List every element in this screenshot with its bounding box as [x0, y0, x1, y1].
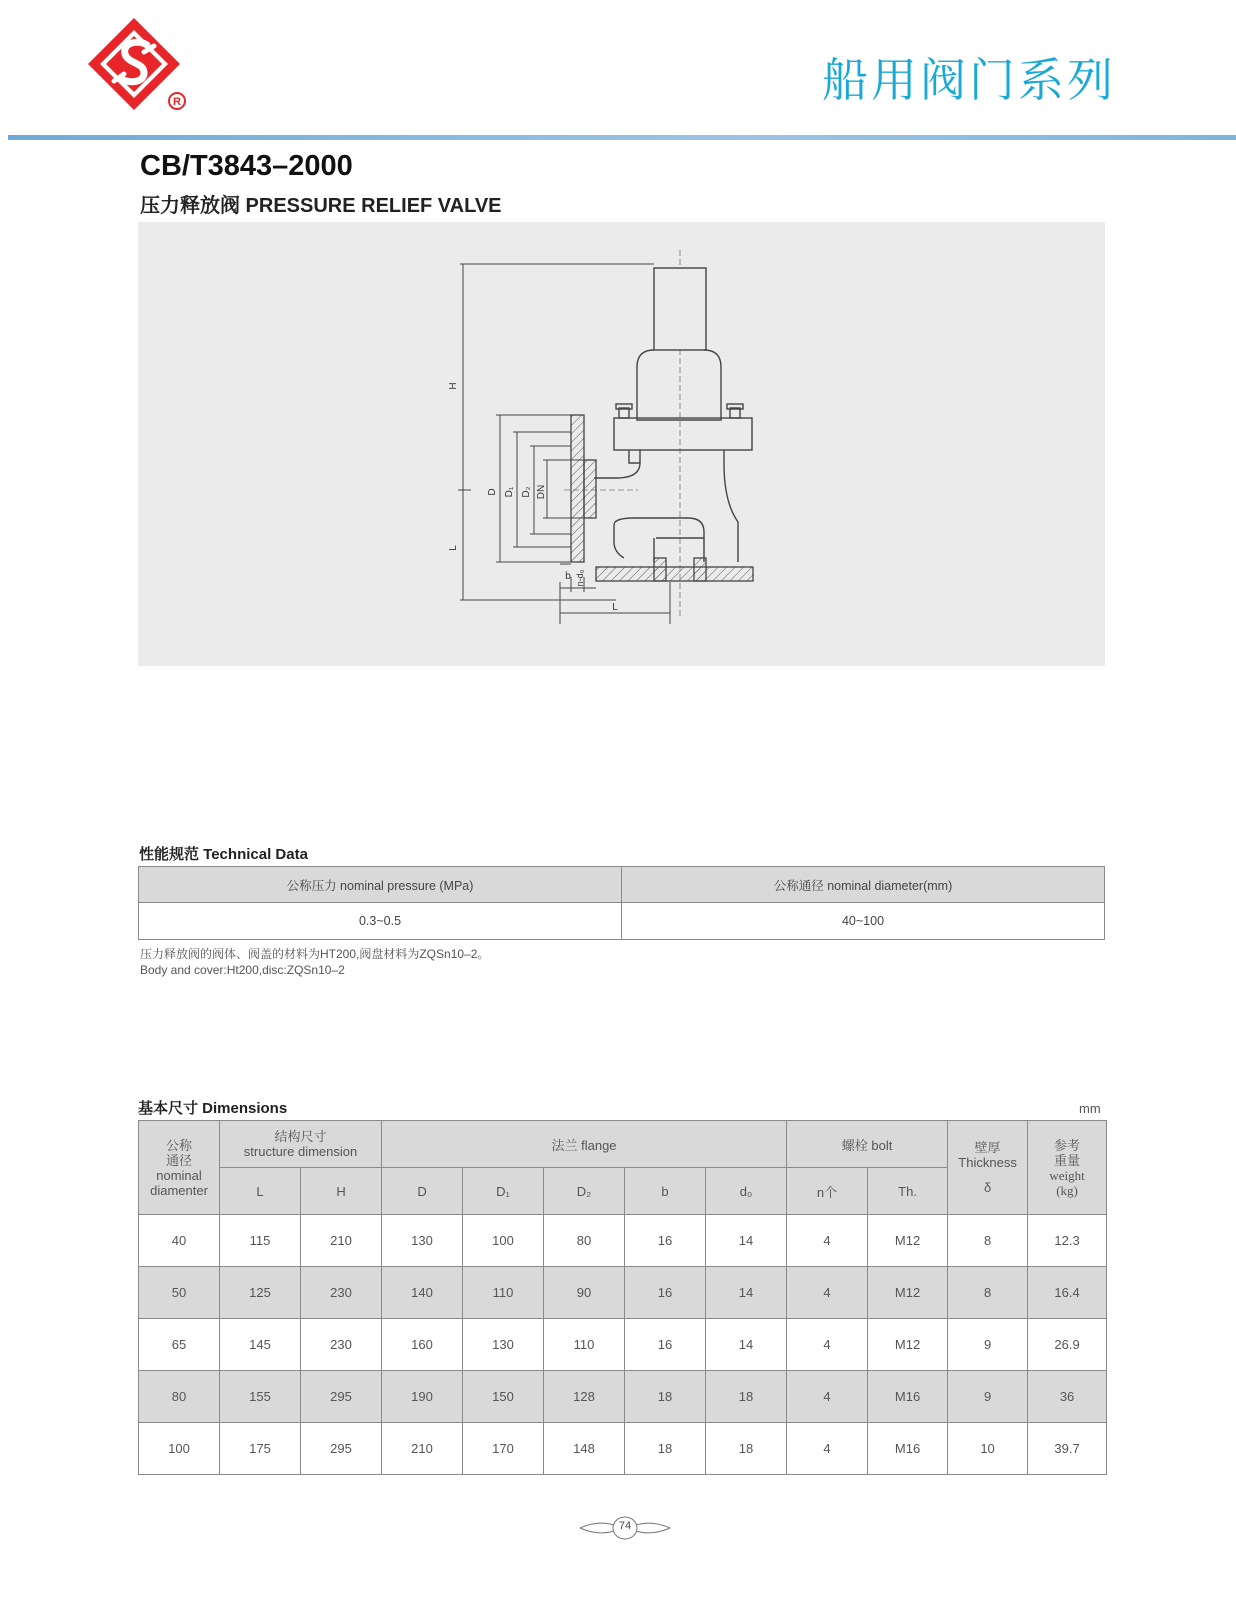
table-cell: 18	[625, 1371, 706, 1423]
table-cell: M16	[868, 1423, 948, 1475]
table-cell: 14	[706, 1267, 787, 1319]
header-nominal-pressure: 公称压力 nominal pressure (MPa)	[139, 867, 622, 903]
table-cell: 100	[463, 1215, 544, 1267]
header-weight-en: weight	[1049, 1167, 1085, 1183]
technical-data-title: 性能规范 Technical Data	[139, 846, 308, 863]
table-cell: 36	[1028, 1371, 1107, 1423]
table-cell: 100	[139, 1423, 220, 1475]
subheader-D1: D₁	[463, 1168, 544, 1215]
table-cell: 125	[220, 1267, 301, 1319]
page-number: 74	[618, 1520, 632, 1532]
header-thickness-symbol: δ	[983, 1180, 992, 1195]
table-cell: 90	[544, 1267, 625, 1319]
table-cell: 16.4	[1028, 1267, 1107, 1319]
material-note	[140, 946, 489, 978]
table-cell: M12	[868, 1215, 948, 1267]
header-weight-cn: 参考 重量	[1054, 1137, 1081, 1168]
table-cell: 4	[787, 1423, 868, 1475]
header-weight-unit: (kg)	[1056, 1182, 1078, 1198]
header-flange: 法兰 flange	[382, 1121, 787, 1168]
table-cell: 10	[948, 1423, 1028, 1475]
table-cell: 14	[706, 1215, 787, 1267]
header-thickness-en: Thickness	[958, 1155, 1017, 1170]
table-cell: 8	[948, 1215, 1028, 1267]
table-cell: 115	[220, 1215, 301, 1267]
label-DN: DN	[536, 484, 547, 500]
value-nominal-diameter: 40~100	[622, 903, 1105, 940]
subheader-d0: d₀	[706, 1168, 787, 1215]
table-cell: 16	[625, 1215, 706, 1267]
dimensions-title: 基本尺寸 Dimensions	[138, 1100, 288, 1117]
company-logo	[84, 12, 194, 116]
table-cell: 9	[948, 1371, 1028, 1423]
material-note-cn: 压力释放阀的阀体、阀盖的材料为HT200,阀盘材料为ZQSn10–2。	[140, 947, 490, 961]
table-cell: 148	[544, 1423, 625, 1475]
table-cell: 9	[948, 1319, 1028, 1371]
table-cell: 110	[463, 1267, 544, 1319]
standard-code: CB/T3843–2000	[140, 150, 353, 182]
table-cell: 210	[382, 1423, 463, 1475]
table-cell: 145	[220, 1319, 301, 1371]
header-thickness-cn: 壁厚	[974, 1140, 1001, 1155]
subheader-n: n个	[787, 1168, 868, 1215]
table-cell: 170	[463, 1423, 544, 1475]
table-cell: 4	[787, 1267, 868, 1319]
header-rule	[8, 135, 1236, 140]
table-cell: 40	[139, 1215, 220, 1267]
label-D: D	[487, 488, 498, 496]
table-cell: M12	[868, 1319, 948, 1371]
table-cell: 18	[706, 1371, 787, 1423]
svg-text:R: R	[173, 96, 181, 108]
table-cell: 4	[787, 1215, 868, 1267]
table-cell: 26.9	[1028, 1319, 1107, 1371]
header-thickness	[948, 1121, 1028, 1215]
table-cell: 4	[787, 1319, 868, 1371]
table-row	[139, 1215, 1107, 1267]
table-cell: 14	[706, 1319, 787, 1371]
table-cell: 155	[220, 1371, 301, 1423]
header-nominal-cn: 公称 通径	[165, 1137, 192, 1168]
valve-drawing	[138, 222, 1105, 666]
product-title: 压力释放阀 PRESSURE RELIEF VALVE	[140, 195, 502, 217]
label-L-left: L	[448, 545, 459, 551]
value-nominal-pressure: 0.3~0.5	[139, 903, 622, 940]
table-row	[139, 1267, 1107, 1319]
technical-data-table	[138, 866, 1105, 940]
label-D1: D₁	[504, 486, 515, 498]
table-cell: 18	[625, 1423, 706, 1475]
table-row	[139, 1371, 1107, 1423]
table-cell: 150	[463, 1371, 544, 1423]
label-L-bottom: L	[612, 602, 618, 613]
header-nominal-diameter: 公称通径 nominal diameter(mm)	[622, 867, 1105, 903]
table-cell: 140	[382, 1267, 463, 1319]
page-number-ornament	[578, 1513, 672, 1543]
table-cell: 18	[706, 1423, 787, 1475]
subheader-D: D	[382, 1168, 463, 1215]
subheader-th: Th.	[868, 1168, 948, 1215]
table-cell: 230	[301, 1267, 382, 1319]
subheader-D2: D₂	[544, 1168, 625, 1215]
header-weight	[1028, 1121, 1107, 1215]
header-nominal	[139, 1121, 220, 1215]
valve-drawing-panel	[138, 222, 1105, 666]
table-cell: 16	[625, 1319, 706, 1371]
table-cell: 80	[544, 1215, 625, 1267]
table-cell: 65	[139, 1319, 220, 1371]
header-structure: 结构尺寸 structure dimension	[220, 1121, 382, 1168]
table-cell: 4	[787, 1371, 868, 1423]
table-cell: M12	[868, 1267, 948, 1319]
table-cell: 130	[463, 1319, 544, 1371]
subheader-b: b	[625, 1168, 706, 1215]
header-bolt: 螺栓 bolt	[787, 1121, 948, 1168]
table-cell: 8	[948, 1267, 1028, 1319]
table-cell: 50	[139, 1267, 220, 1319]
table-cell: 130	[382, 1215, 463, 1267]
subheader-H: H	[301, 1168, 382, 1215]
table-cell: M16	[868, 1371, 948, 1423]
dimensions-table	[138, 1120, 1107, 1475]
label-D2: D₂	[521, 486, 532, 498]
table-cell: 295	[301, 1423, 382, 1475]
table-row	[139, 1319, 1107, 1371]
table-cell: 210	[301, 1215, 382, 1267]
label-H: H	[448, 382, 459, 390]
table-cell: 128	[544, 1371, 625, 1423]
label-b: b	[565, 571, 571, 582]
table-cell: 16	[625, 1267, 706, 1319]
header-nominal-en: nominal diamenter	[150, 1167, 208, 1198]
table-cell: 39.7	[1028, 1423, 1107, 1475]
label-n-d0: n-d₀	[575, 569, 585, 587]
subheader-L: L	[220, 1168, 301, 1215]
table-cell: 80	[139, 1371, 220, 1423]
table-cell: 12.3	[1028, 1215, 1107, 1267]
series-title: 船用阀门系列	[822, 53, 1116, 107]
table-cell: 110	[544, 1319, 625, 1371]
table-cell: 295	[301, 1371, 382, 1423]
table-row	[139, 1423, 1107, 1475]
table-cell: 230	[301, 1319, 382, 1371]
table-cell: 190	[382, 1371, 463, 1423]
table-cell: 175	[220, 1423, 301, 1475]
material-note-en: Body and cover:Ht200,disc:ZQSn10–2	[140, 963, 345, 977]
unit-label: mm	[1079, 1101, 1101, 1116]
table-cell: 160	[382, 1319, 463, 1371]
